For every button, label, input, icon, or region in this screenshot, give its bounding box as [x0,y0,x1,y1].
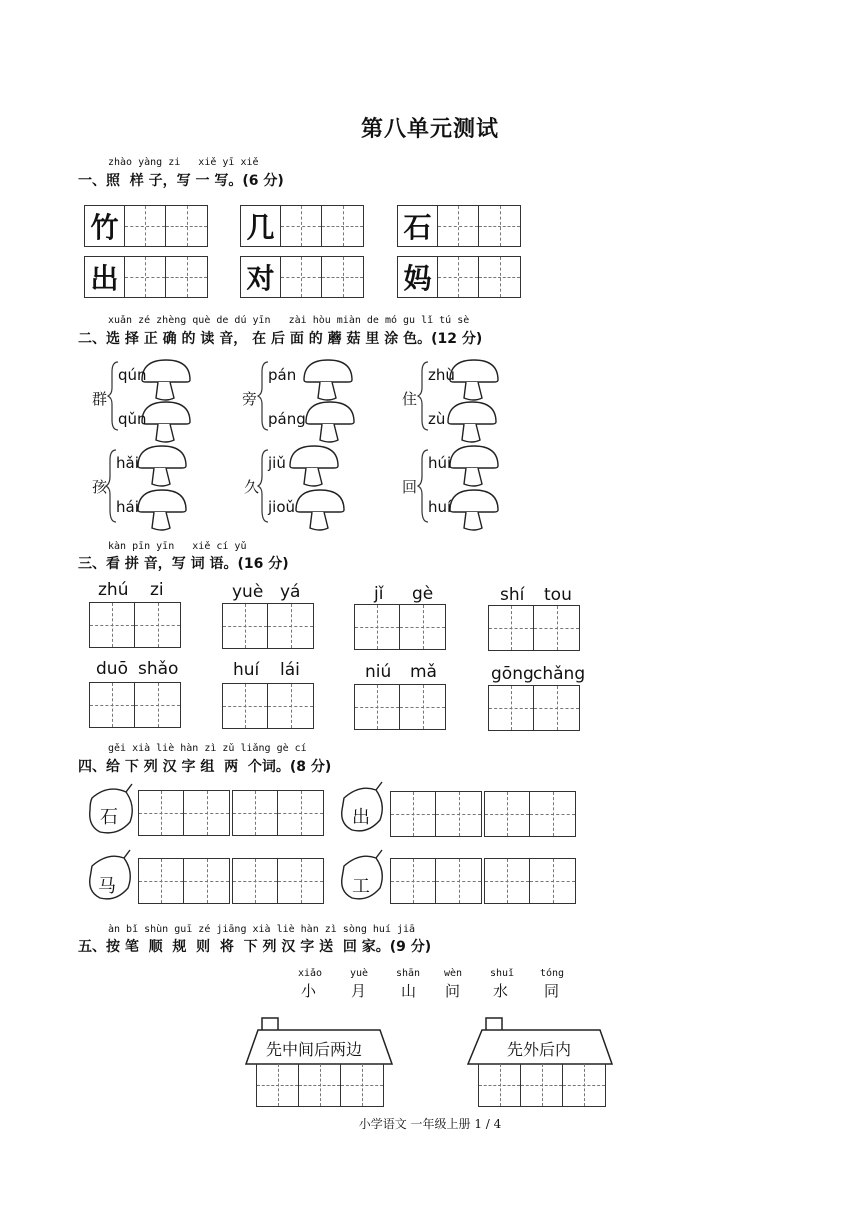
page-footer: 小学语文 一年级上册 1 / 4 [358,1117,502,1131]
mushroom-icon[interactable] [138,490,186,530]
blank-cell[interactable] [233,791,278,835]
s2-char: 群 [92,390,108,408]
blank-cell[interactable] [436,792,481,836]
word-grid [222,603,314,649]
s5-word-char: 月 [351,982,367,1000]
word-pinyin: chǎng [533,664,586,684]
word-pinyin: shǎo [138,659,179,679]
blank-cell[interactable] [184,791,229,835]
word-pinyin: zi [150,580,164,600]
copy-grid [397,205,521,247]
blank-cell[interactable] [322,206,363,246]
mushroom-icon[interactable] [448,402,496,442]
blank-cell[interactable] [400,605,445,649]
word-grid [484,791,576,837]
s2-option: huí [428,498,452,516]
s5-word-pinyin: shān [396,968,421,979]
s5-heading: 五、按 笔 顺 规 则 将 下 列 汉 字 送 回 家。(9 分) [78,939,432,955]
s5-word-pinyin: shuǐ [490,968,515,979]
copy-grid [397,256,521,298]
blank-cell[interactable] [90,603,135,647]
s2-char: 旁 [242,390,258,408]
blank-cell[interactable] [530,859,575,903]
blank-cell[interactable] [223,604,268,648]
model-char: 出 [85,257,125,297]
word-pinyin: yuè [232,582,264,602]
word-pinyin: huí [233,660,260,680]
blank-cell[interactable] [521,1064,563,1106]
blank-cell[interactable] [534,606,579,650]
house-label: 先中间后两边 [266,1040,363,1059]
blank-cell[interactable] [355,605,400,649]
s3-pinyin: kàn pīn yīn xiě cí yǔ [108,541,247,552]
s5-word-char: 山 [401,982,417,1000]
mushroom-icon[interactable] [142,360,190,400]
blank-cell[interactable] [438,257,479,297]
s1-heading: 一、照 样 子，写 一 写。(6 分) [78,173,284,189]
word-pinyin: yá [280,582,301,602]
blank-cell[interactable] [391,792,436,836]
s5-word-char: 小 [301,982,317,1000]
s2-option: qǔn [118,410,147,428]
blank-cell[interactable] [135,683,180,727]
s3-heading: 三、看 拼 音，写 词 语。(16 分) [78,556,289,572]
copy-grid [84,256,208,298]
s2-char: 回 [402,478,418,496]
s2-option: zù [428,410,446,428]
word-grid [89,682,181,728]
blank-cell[interactable] [233,859,278,903]
s4-heading: 四、给 下 列 汉 字 组 两 个词。(8 分) [78,759,332,775]
leaf-char: 石 [100,807,118,828]
s5-word-pinyin: wèn [444,968,463,979]
word-pinyin: lái [280,660,300,680]
blank-cell[interactable] [166,206,207,246]
blank-cell[interactable] [485,859,530,903]
blank-cell[interactable] [489,686,534,730]
copy-grid [240,256,364,298]
s2-option: pán [268,366,297,384]
s2-char: 孩 [92,478,108,496]
word-grid [390,858,482,904]
blank-cell[interactable] [479,257,520,297]
s5-word-pinyin: tóng [540,968,565,979]
blank-cell[interactable] [90,683,135,727]
house-grid [256,1064,384,1107]
blank-cell[interactable] [223,684,268,728]
model-char: 妈 [398,257,438,297]
s2-pinyin: xuǎn zé zhèng què de dú yīn zài hòu miàn de mó gu lǐ tú sè [108,315,470,326]
blank-cell[interactable] [438,206,479,246]
blank-cell[interactable] [184,859,229,903]
blank-cell[interactable] [278,859,323,903]
word-grid [138,858,230,904]
mushroom-icon[interactable] [142,402,190,442]
blank-cell[interactable] [268,604,313,648]
model-char: 石 [398,206,438,246]
page-title: 第八单元测试 [360,117,499,142]
word-pinyin: niú [365,662,392,682]
s2-option: jiǔ [268,454,286,472]
word-pinyin: gè [412,584,434,604]
s5-word-char: 水 [493,982,509,1000]
word-grid [484,858,576,904]
houses [0,1010,860,1110]
s2-heading: 二、选 择 正 确 的 读 音， 在 后 面 的 蘑 菇 里 涂 色。(12 分) [78,331,483,347]
mushroom-icon[interactable] [290,446,338,486]
copy-grid [240,205,364,247]
s5-word-pinyin: yuè [350,968,369,979]
mushroom-icon[interactable] [450,446,498,486]
s2-char: 久 [244,478,260,496]
s5-word-char: 问 [445,982,461,1000]
blank-cell[interactable] [135,603,180,647]
s1-pinyin: zhào yàng zi xiě yī xiě [108,157,259,168]
mushroom-icon[interactable] [304,360,352,400]
blank-cell[interactable] [257,1064,299,1106]
blank-cell[interactable] [281,257,322,297]
blank-cell[interactable] [485,792,530,836]
mushroom-icon[interactable] [306,402,354,442]
leaf-char: 出 [352,807,370,828]
blank-cell[interactable] [139,791,184,835]
s2-option: zhù [428,366,455,384]
word-pinyin: zhú [98,580,129,600]
blank-cell[interactable] [391,859,436,903]
blank-cell[interactable] [281,206,322,246]
leaf-char: 工 [352,876,370,897]
s4-pinyin: gěi xià liè hàn zì zǔ liǎng gè cí [108,743,307,754]
word-grid [89,602,181,648]
s2-option: húi [428,454,452,472]
mushroom-icon[interactable] [296,490,344,530]
blank-cell[interactable] [341,1064,383,1106]
s5-word-char: 同 [544,982,560,1000]
blank-cell[interactable] [355,685,400,729]
blank-cell[interactable] [322,257,363,297]
blank-cell[interactable] [534,686,579,730]
blank-cell[interactable] [479,206,520,246]
s2-option: jioǔ [268,498,296,516]
word-pinyin: tou [544,585,572,605]
model-char: 竹 [85,206,125,246]
blank-cell[interactable] [299,1064,341,1106]
word-pinyin: jǐ [374,584,384,604]
word-pinyin: duō [96,659,128,679]
blank-cell[interactable] [278,791,323,835]
blank-cell[interactable] [563,1064,605,1106]
mushroom-icon[interactable] [138,446,186,486]
word-grid [390,791,482,837]
s2-option: hái [116,498,139,516]
house-grid [478,1064,606,1107]
word-pinyin: gōng [491,664,534,684]
s5-word-pinyin: xiǎo [298,968,323,979]
word-grid [488,685,580,731]
word-grid [232,790,324,836]
s2-option: hǎi [116,454,139,472]
mushroom-icon[interactable] [450,490,498,530]
blank-cell[interactable] [479,1064,521,1106]
word-pinyin: shí [500,585,525,605]
blank-cell[interactable] [166,257,207,297]
mushroom-icon[interactable] [450,360,498,400]
word-grid [222,683,314,729]
word-grid [232,858,324,904]
word-grid [138,790,230,836]
s2-option: qún [118,366,147,384]
s2-option: páng [268,410,306,428]
blank-cell[interactable] [436,859,481,903]
word-grid [354,684,446,730]
leaf-char: 马 [98,876,116,897]
blank-cell[interactable] [400,685,445,729]
model-char: 对 [241,257,281,297]
blank-cell[interactable] [125,257,166,297]
model-char: 几 [241,206,281,246]
blank-cell[interactable] [530,792,575,836]
word-pinyin: mǎ [410,662,437,682]
blank-cell[interactable] [268,684,313,728]
blank-cell[interactable] [125,206,166,246]
word-grid [354,604,446,650]
word-grid [488,605,580,651]
s2-char: 住 [402,390,418,408]
house-label: 先外后内 [507,1040,572,1059]
blank-cell[interactable] [139,859,184,903]
copy-grid [84,205,208,247]
s5-pinyin: àn bǐ shùn guī zé jiāng xià liè hàn zì sòng huí jiā [108,924,416,935]
blank-cell[interactable] [489,606,534,650]
